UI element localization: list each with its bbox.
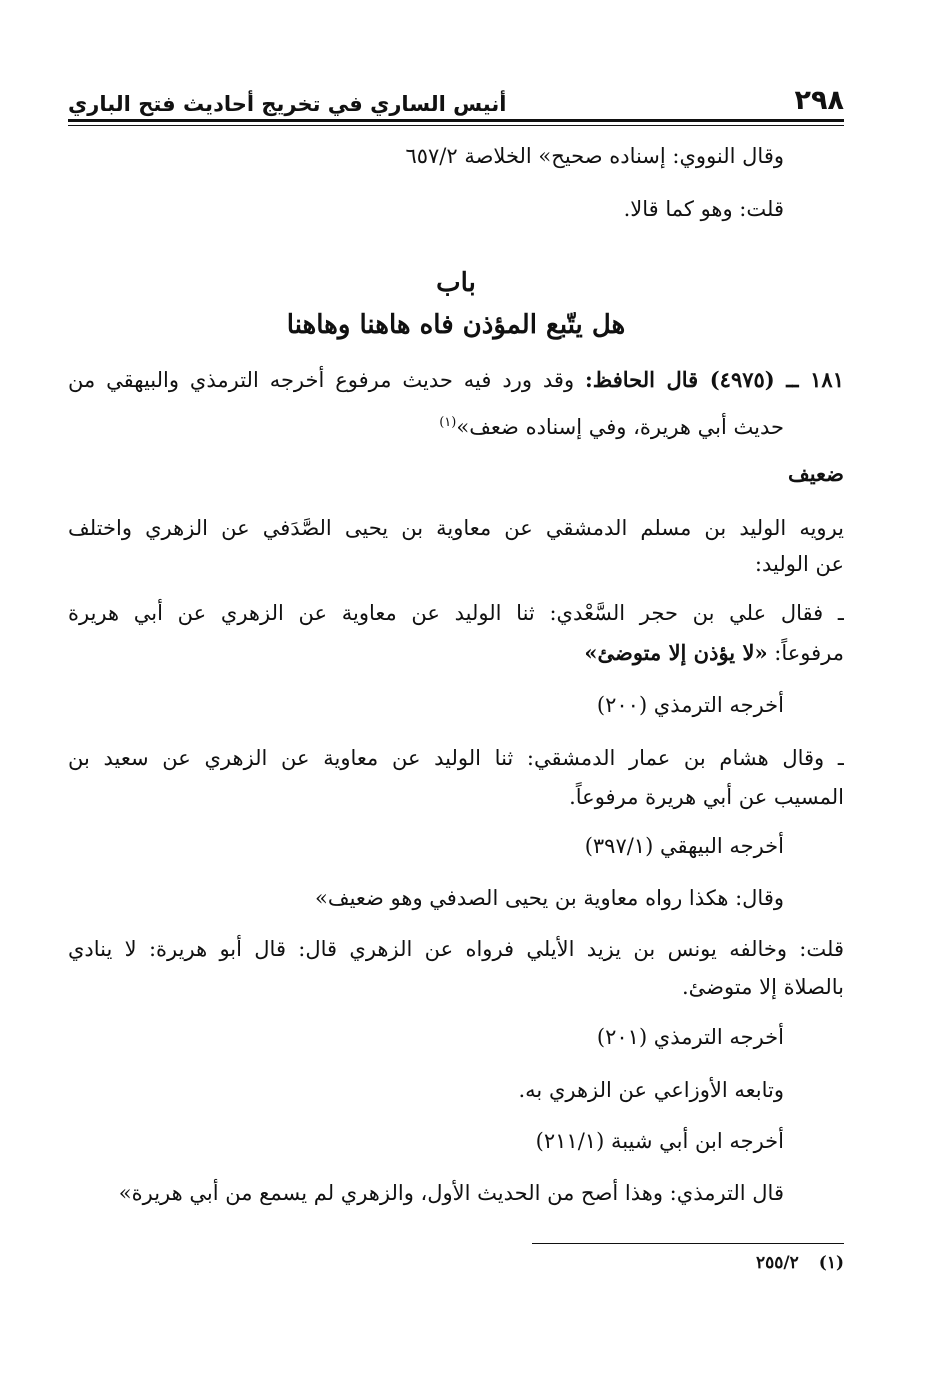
p3-line-2: المسيب عن أبي هريرة مرفوعاً. xyxy=(569,785,844,809)
hadith-number: ١٨١ ــ (٤٩٧٥) قال الحافظ: xyxy=(585,367,844,392)
takhrij-tirmidhi-200: أخرجه الترمذي (٢٠٠) xyxy=(596,693,784,717)
footnote-text: ٢٥٥/٢ xyxy=(756,1253,799,1273)
chapter-title: هل يتّبع المؤذن فاه هاهنا وهاهنا xyxy=(286,310,626,340)
takhrij-ibn-abi-shaybah: أخرجه ابن أبي شيبة (٢١١/١) xyxy=(535,1129,784,1153)
page-number: ٢٩٨ xyxy=(794,85,844,116)
page-header xyxy=(68,84,844,116)
footnote xyxy=(756,1253,844,1273)
bayhaqi-comment: وقال: هكذا رواه معاوية بن يحيى الصدفي وهو ضعيف» xyxy=(314,886,784,910)
p2-line-2 xyxy=(584,638,844,668)
p2-line-1: ـ فقال علي بن حجر السَّعْدي: ثنا الوليد عن معاوية عن الزهري عن أبي هريرة xyxy=(68,601,844,625)
running-title: أنيس الساري في تخريج أحاديث فتح الباري xyxy=(68,92,507,116)
p1-line-1: يرويه الوليد بن مسلم الدمشقي عن معاوية بن يحيى الصَّدَفي عن الزهري واختلف xyxy=(68,516,844,540)
qultu-comment: قلت: وهو كما قالا. xyxy=(623,197,784,221)
takhrij-bayhaqi: أخرجه البيهقي (٣٩٧/١) xyxy=(584,834,784,858)
nawawi-quote: وقال النووي: إسناده صحيح» الخلاصة ٦٥٧/٢ xyxy=(405,144,784,168)
hadith-grade: ضعيف xyxy=(787,461,844,486)
p2-matn: «لا يؤذن إلا متوضئ» xyxy=(584,640,768,665)
hadith-line-2 xyxy=(439,408,784,442)
header-rule-thick xyxy=(68,119,844,122)
p4-line-2: بالصلاة إلا متوضئ. xyxy=(682,975,844,999)
awzai-mutabaah: وتابعه الأوزاعي عن الزهري به. xyxy=(518,1078,784,1102)
tirmidhi-comment: قال الترمذي: وهذا أصح من الحديث الأول، والزهري لم يسمع من أبي هريرة» xyxy=(118,1181,784,1205)
p4-line-1: قلت: وخالفه يونس بن يزيد الأيلي فرواه عن الزهري قال: قال أبو هريرة: لا ينادي xyxy=(68,937,844,961)
p1-line-2: عن الوليد: xyxy=(754,552,844,576)
hadith-line-1 xyxy=(68,365,844,395)
p3-line-1: ـ وقال هشام بن عمار الدمشقي: ثنا الوليد عن معاوية عن الزهري عن سعيد بن xyxy=(68,746,844,770)
hadith-text-2: حديث أبي هريرة، وفي إسناده ضعف» xyxy=(456,415,784,439)
header-rule-thin xyxy=(68,125,844,126)
footnote-rule xyxy=(532,1243,844,1244)
p2-marfu: مرفوعاً: xyxy=(774,641,844,665)
footnote-ref: (١) xyxy=(439,415,457,430)
takhrij-tirmidhi-201: أخرجه الترمذي (٢٠١) xyxy=(596,1025,784,1049)
footnote-marker: (١) xyxy=(818,1253,844,1273)
chapter-label: باب xyxy=(436,268,476,298)
hadith-text-1: وقد ورد فيه حديث مرفوع أخرجه الترمذي والبيهقي من xyxy=(68,368,575,392)
